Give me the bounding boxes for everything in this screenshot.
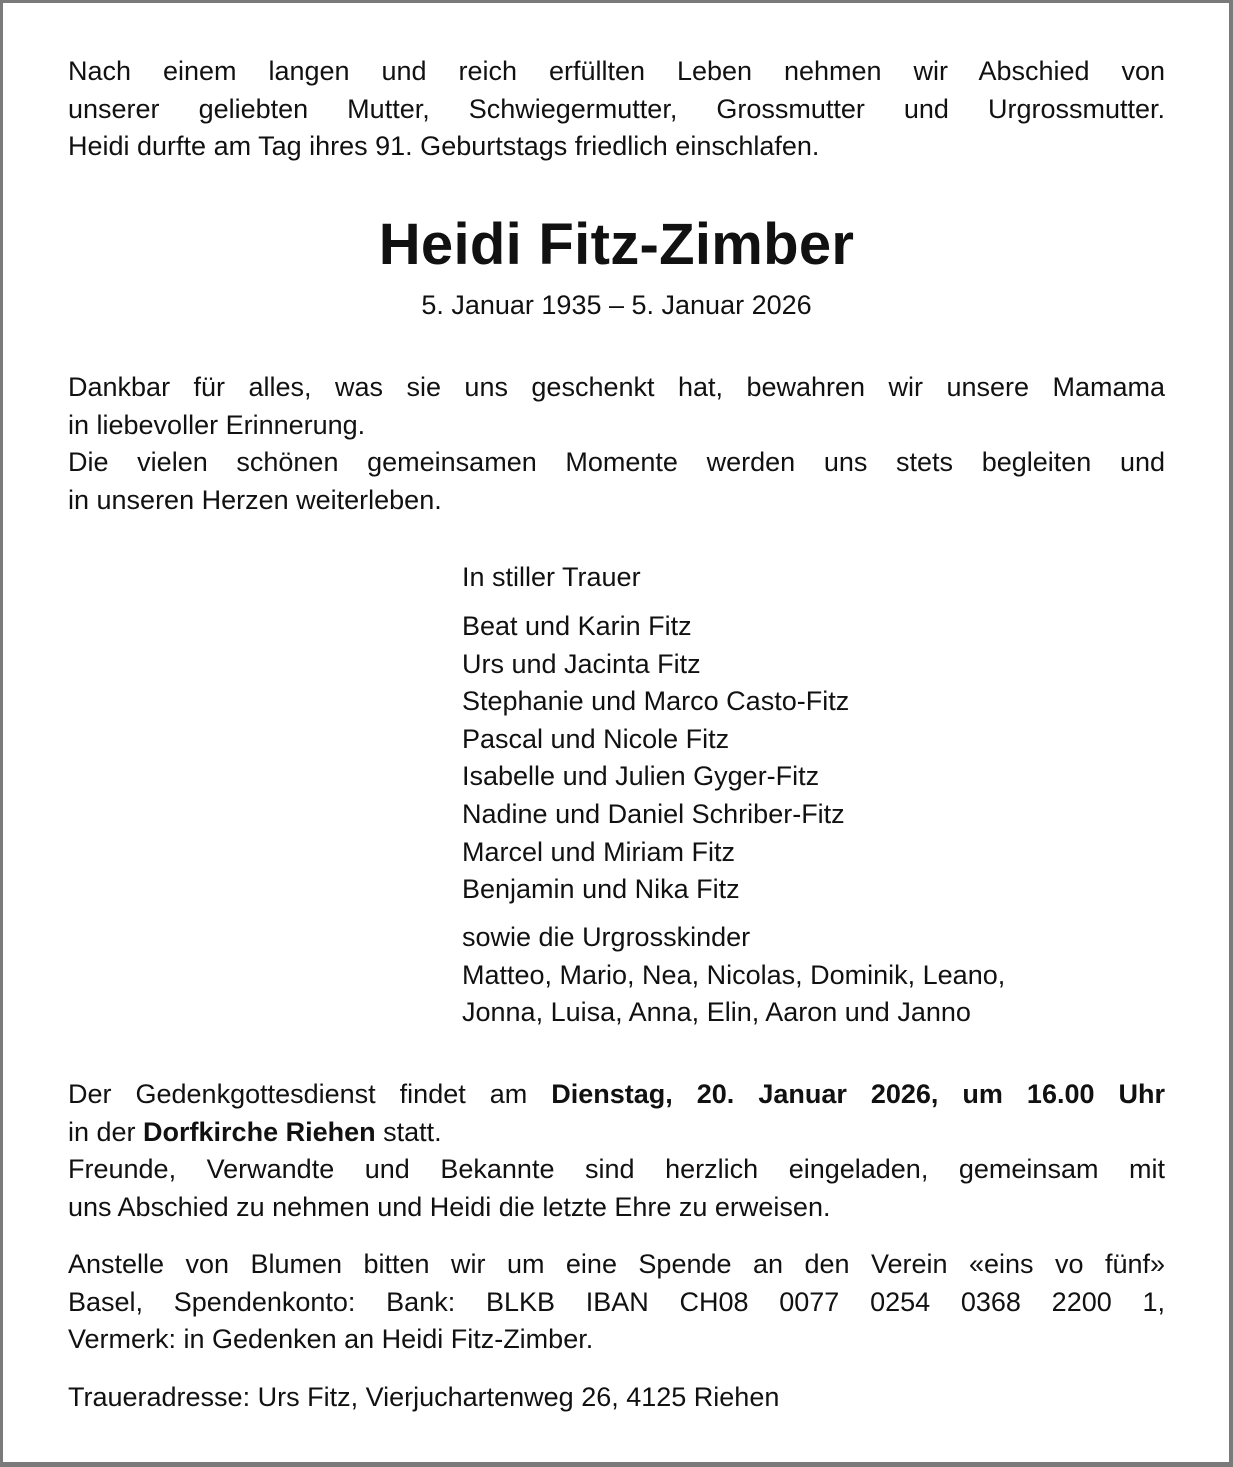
service-line: Freunde, Verwandte und Bekannte sind herzlich eingeladen, gemeinsam mit [68, 1154, 1165, 1185]
gratitude-line: in unseren Herzen weiterleben. [68, 484, 442, 515]
mourners-heading: In stiller Trauer [462, 562, 641, 592]
donation-paragraph [68, 1246, 1165, 1359]
life-dates: 5. Januar 1935 – 5. Januar 2026 [421, 290, 812, 320]
mourner: Marcel und Miriam Fitz [462, 836, 736, 867]
mourner: Beat und Karin Fitz [462, 611, 692, 641]
service-line [68, 1114, 1165, 1152]
service-text: statt. [375, 1116, 442, 1147]
mourner: Isabelle und Julien Gyger-Fitz [462, 761, 820, 792]
donation-line: Vermerk: in Gedenken an Heidi Fitz-Zimber. [68, 1324, 594, 1355]
service-text: Der Gedenkgottesdienst findet am [68, 1079, 552, 1109]
intro-line: Heidi durfte am Tag ihres 91. Geburtstags friedlich einschlafen. [68, 131, 820, 162]
service-location: Dorfkirche Riehen [143, 1116, 376, 1147]
service-line [68, 1076, 1165, 1114]
intro-paragraph [68, 53, 1165, 166]
service-paragraph [68, 1076, 1165, 1226]
great-grandchildren [462, 919, 1005, 1032]
great-grandchildren-line: Matteo, Mario, Nea, Nicolas, Dominik, Leano, [462, 959, 1006, 990]
service-text: in der [68, 1116, 144, 1147]
mourning-address: Traueradresse: Urs Fitz, Vierjuchartenweg 26, 4125 Riehen [68, 1382, 780, 1412]
great-grandchildren-heading: sowie die Urgrosskinder [462, 922, 751, 952]
service-date: Dienstag, 20. Januar 2026, um 16.00 Uhr [551, 1079, 1165, 1109]
service-line: uns Abschied zu nehmen und Heidi die letzte Ehre zu erweisen. [68, 1191, 831, 1222]
gratitude-line: Die vielen schönen gemeinsamen Momente werden uns stets begleiten und [68, 447, 1165, 478]
gratitude-paragraph [68, 369, 1165, 519]
mourner: Stephanie und Marco Casto-Fitz [462, 686, 850, 717]
gratitude-line: in liebevoller Erinnerung. [68, 409, 366, 440]
mourner: Nadine und Daniel Schriber-Fitz [462, 798, 845, 829]
mourner: Benjamin und Nika Fitz [462, 874, 740, 905]
mourner: Urs und Jacinta Fitz [462, 648, 701, 679]
gratitude-line: Dankbar für alles, was sie uns geschenkt hat, bewahren wir unsere Mamama [68, 372, 1165, 402]
donation-line: Anstelle von Blumen bitten wir um eine Spende an den Verein «eins vo fünf» [68, 1249, 1165, 1279]
intro-line: unserer geliebten Mutter, Schwiegermutter, Grossmutter und Urgrossmutter. [68, 93, 1165, 124]
mourner: Pascal und Nicole Fitz [462, 723, 730, 754]
great-grandchildren-line: Jonna, Luisa, Anna, Elin, Aaron und Janno [462, 997, 971, 1028]
deceased-name: Heidi Fitz-Zimber [378, 212, 855, 277]
intro-line: Nach einem langen und reich erfüllten Leben nehmen wir Abschied von [68, 56, 1165, 86]
donation-line: Basel, Spendenkonto: Bank: BLKB IBAN CH08 0077 0254 0368 2200 1, [68, 1286, 1165, 1317]
mourners-list [462, 608, 849, 909]
